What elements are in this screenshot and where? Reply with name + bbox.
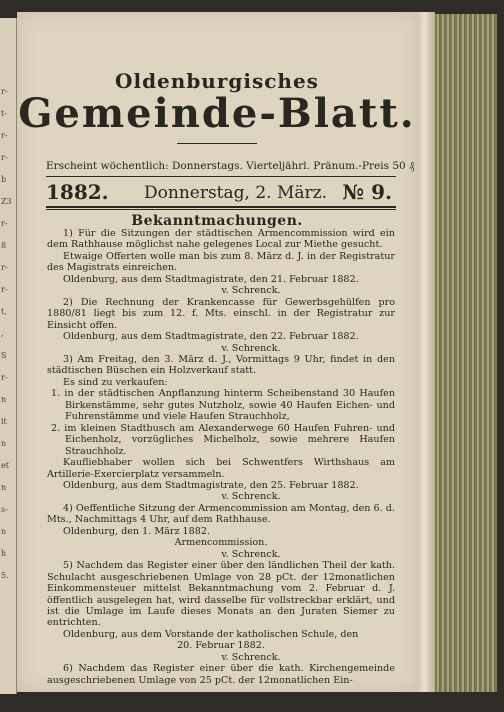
rule-above-dateline [46,176,396,177]
paragraph: Etwaige Offerten wolle man bis zum 8. März d. J. in der Registratur des Magistrats einreichen. [47,250,395,274]
previous-page-fragment: r- [1,263,8,272]
paragraph: 2) Die Rechnung der Krankencasse für Gewerbsgehülfen pro 1880/81 liegt bis zum 12. f. Mts. einschl. in der Registratur zur Einsicht offen. [47,296,395,331]
previous-page-fragment: n [1,527,7,536]
previous-page-fragment: r- [1,87,8,96]
book-binding [417,12,435,692]
publication-info: Erscheint wöchentlich: Donnerstags. Vierteljährl. Pränum.-Preis 50 ₰ [46,160,415,172]
previous-page-fragment: it [1,417,7,426]
paragraph: Kaufliebhaber wollen sich bei Schwentfers Wirthshaus am Artillerie-Exercierplatz versammeln. [47,457,395,480]
previous-page-fragment: t- [1,109,7,118]
masthead-rule [177,143,257,144]
paragraph: 4) Oeffentliche Sitzung der Armencommission am Montag, den 6. d. Mts., Nachmittags 4 Uhr, auf dem Rathhause. [47,502,395,526]
masthead-subtitle: Oldenburgisches [115,69,319,93]
previous-page-fragment: r- [1,285,8,294]
previous-page-fragment: 8 [1,241,7,250]
paragraph: v. Schrenck. [221,285,281,297]
issue-date: Donnerstag, 2. März. [144,183,327,203]
paragraph: v. Schrenck. [221,491,281,503]
issue-year: 1882. [46,180,109,204]
previous-page-fragment: , [1,329,4,338]
previous-page-fragment: n [1,395,7,404]
rule-below-dateline-thin [46,209,396,210]
previous-page-fragment: 5. [1,571,9,580]
paragraph: Es sind zu verkaufen: [63,376,168,388]
previous-page-fragment: r- [1,373,8,382]
paragraph: Oldenburg, aus dem Vorstande der katholischen Schule, den [63,628,359,640]
rule-below-dateline [46,206,396,208]
previous-page-fragment: S [1,351,7,360]
masthead-title: Gemeinde-Blatt. [18,90,416,137]
announcements-body [47,228,395,686]
paragraph: Oldenburg, den 1. März 1882. [63,525,211,537]
dateline [46,180,396,208]
previous-page-fragment: Z3 [1,197,12,206]
paragraph: Oldenburg, aus dem Stadtmagistrate, den 22. Februar 1882. [63,331,359,343]
previous-page-fragment: et [1,461,9,470]
paragraph: v. Schrenck. [221,548,281,560]
previous-page-fragment: r- [1,219,8,228]
paragraph: Oldenburg, aus dem Stadtmagistrate, den 21. Februar 1882. [63,273,359,285]
paragraph: 6) Nachdem das Register einer über die kath. Kirchengemeinde ausgeschriebenen Umlage von 25 pCt. der 12monatlichen Ein- [47,663,395,686]
paragraph: 2. im kleinen Stadtbusch am Alexanderwege 60 Haufen Fuhren- und Eichenholz, vorzügliches Michelholz, sowie mehrere Haufen Strauchholz. [51,422,395,457]
previous-page-fragment: n [1,439,7,448]
paragraph: 3) Am Freitag, den 3. März d. J., Vormittags 9 Uhr, findet in den städtischen Büschen ein Holzverkauf statt. [47,353,395,377]
section-title: Bekanntmachungen. [131,213,303,229]
previous-page-fragment: r- [1,131,8,140]
paragraph: v. Schrenck. [221,342,281,354]
paragraph: Armencommission. [174,537,268,549]
paragraph: Oldenburg, aus dem Stadtmagistrate, den 25. Februar 1882. [63,479,359,491]
previous-page-edge [0,18,17,694]
previous-page-fragment: n [1,483,7,492]
previous-page-fragment: r- [1,153,8,162]
paragraph: 1. in der städtischen Anpflanzung hinterm Scheibenstand 30 Haufen Birkenstämme, sehr gutes Nutzholz, sowie 40 Haufen Eichen- und Fuhrenstämme und viele Haufen Strauchholz, [51,388,395,423]
previous-page-fragment: b [1,175,7,184]
paragraph: v. Schrenck. [221,651,281,663]
issue-number: № 9. [342,180,392,204]
page-edges [435,14,497,692]
paragraph: 5) Nachdem das Register einer über den ländlichen Theil der kath. Schulacht ausgeschriebenen Umlage von 28 pCt. der 12monatlichen Einkommensteuer mittelst Bekanntmachung vom 2. Februar d. J. öffentlich ausgelegen hat, wird dasselbe für vollstreckbar erklärt, und ist die Umlage im Laufe dieses Monats an den Juraten Siemer zu entrichten. [47,560,395,629]
paragraph: 20. Februar 1882. [177,640,265,652]
newspaper-page [17,12,417,692]
previous-page-fragment: s- [1,505,8,514]
paragraph: 1) Für die Sitzungen der städtischen Armencommission wird ein dem Rathhause möglichst nahe gelegenes Local zur Miethe gesucht. [47,228,395,251]
previous-page-fragment: t, [1,307,7,316]
previous-page-fragment: h [1,549,7,558]
